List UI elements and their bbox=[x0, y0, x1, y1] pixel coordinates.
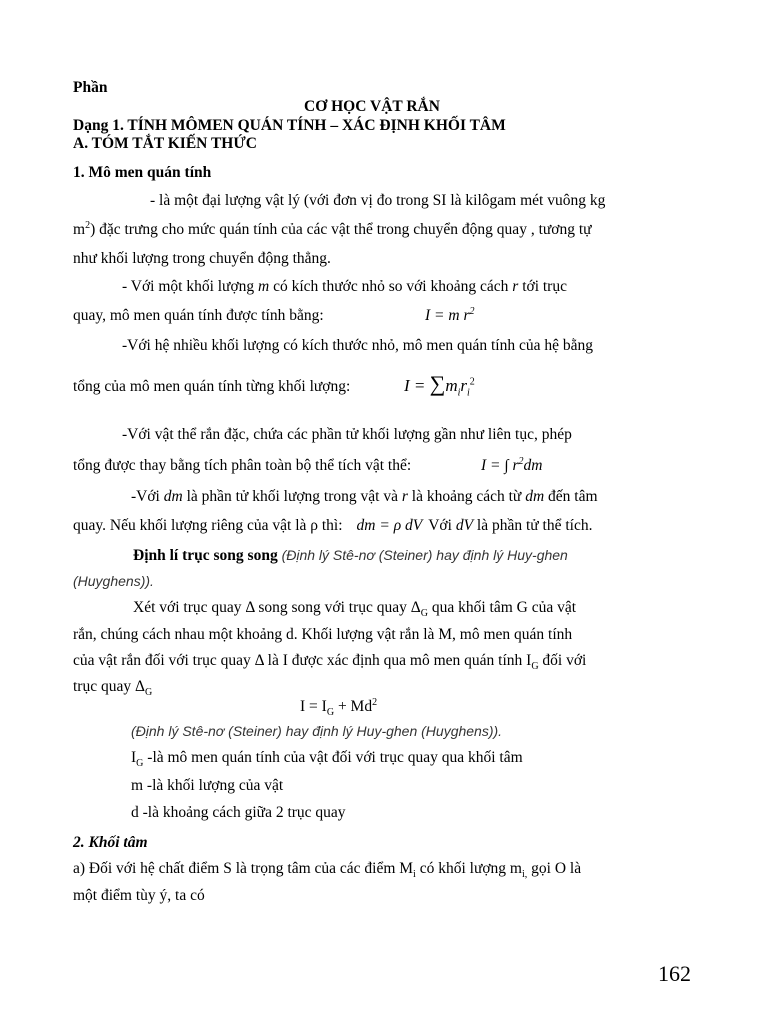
s1-p4-line2: tổng được thay bằng tích phân toàn bộ thể tích vật thể: bbox=[73, 457, 412, 474]
s1-p1-line1: - là một đại lượng vật lý (với đơn vị đo trong SI là kilôgam mét vuông kg bbox=[150, 192, 606, 209]
definition-m: m -là khối lượng của vật bbox=[131, 777, 284, 794]
s1-p6-line1: Xét với trục quay Δ song song với trục quay $\Delta_G$ qua khối tâm G của vật bbox=[133, 599, 577, 620]
s2-p1-line2: một điểm tùy ý, ta có bbox=[73, 887, 205, 904]
s1-p4-line1: -Với vật thể rắn đặc, chứa các phần tử khối lượng gần như liên tục, phép bbox=[122, 426, 572, 443]
part-label: Phần bbox=[73, 79, 108, 96]
s1-p5-line2: quay. Nếu khối lượng riêng của vật là ρ thì: dm = ρ dV Với dV là phần tử thể tích. bbox=[73, 517, 593, 534]
formula-point-mass: I = m $r^2$ bbox=[425, 305, 475, 324]
s1-p2-line2: quay, mô men quán tính được tính bằng: bbox=[73, 307, 324, 324]
theorem-line2: (Huyghens)). bbox=[73, 573, 154, 589]
s1-p3-line2: tổng của mô men quán tính từng khối lượng: bbox=[73, 378, 351, 395]
s1-p3-line1: -Với hệ nhiều khối lượng có kích thước nhỏ, mô men quán tính của hệ bằng bbox=[122, 337, 593, 354]
section-2-heading: 2. Khối tâm bbox=[73, 834, 148, 851]
section-a-heading: A. TÓM TẮT KIẾN THỨC bbox=[73, 135, 257, 152]
s1-p1-line2: $m^2$) đặc trưng cho mức quán tính của các vật thể trong chuyển động quay , tương tự bbox=[73, 219, 592, 238]
s1-p6-line4: trục quay $\Delta_G$ bbox=[73, 678, 153, 699]
formula-sum: $I = \sum m_ir_i^2$ bbox=[404, 371, 475, 399]
page-title: CƠ HỌC VẬT RẮN bbox=[304, 98, 440, 115]
s1-p2-line1: - Với một khối lượng m có kích thước nhỏ so với khoảng cách r tới trục bbox=[122, 278, 567, 295]
definition-d: d -là khoảng cách giữa 2 trục quay bbox=[131, 804, 346, 821]
section-1-heading: 1. Mô men quán tính bbox=[73, 164, 212, 181]
page-number: 162 bbox=[658, 961, 691, 986]
s1-p6-line3: của vật rắn đối với trục quay Δ là I được xác định qua mô men quán tính $I_G$ đối với bbox=[73, 652, 587, 673]
formula-integral: I = ∫ $r^2dm$ bbox=[481, 455, 543, 474]
s1-p6-line2: rắn, chúng cách nhau một khoảng d. Khối lượng vật rắn là M, mô men quán tính bbox=[73, 626, 573, 643]
formula-steiner: $I = I_G + Md^2$ bbox=[300, 696, 378, 719]
type-heading: Dạng 1. TÍNH MÔMEN QUÁN TÍNH – XÁC ĐỊNH KHỐI TÂM bbox=[73, 117, 506, 134]
s1-p5-line1: -Với dm là phần tử khối lượng trong vật và r là khoảng cách từ dm đến tâm bbox=[131, 488, 598, 505]
s2-p1-line1: a) Đối với hệ chất điểm S là trọng tâm của các điểm $M_i$ có khối lượng $m_{i,}$ gọi O là bbox=[73, 860, 582, 881]
s1-p1-line3: như khối lượng trong chuyển động thẳng. bbox=[73, 250, 331, 267]
definition-ig: $I_G$ -là mô men quán tính của vật đối với trục quay qua khối tâm bbox=[131, 749, 523, 770]
theorem-repeat: (Định lý Stê-nơ (Steiner) hay định lý Huy-ghen (Huyghens)). bbox=[131, 723, 503, 739]
theorem-line1: Định lí trục song song (Định lý Stê-nơ (Steiner) hay định lý Huy-ghen bbox=[133, 547, 568, 564]
